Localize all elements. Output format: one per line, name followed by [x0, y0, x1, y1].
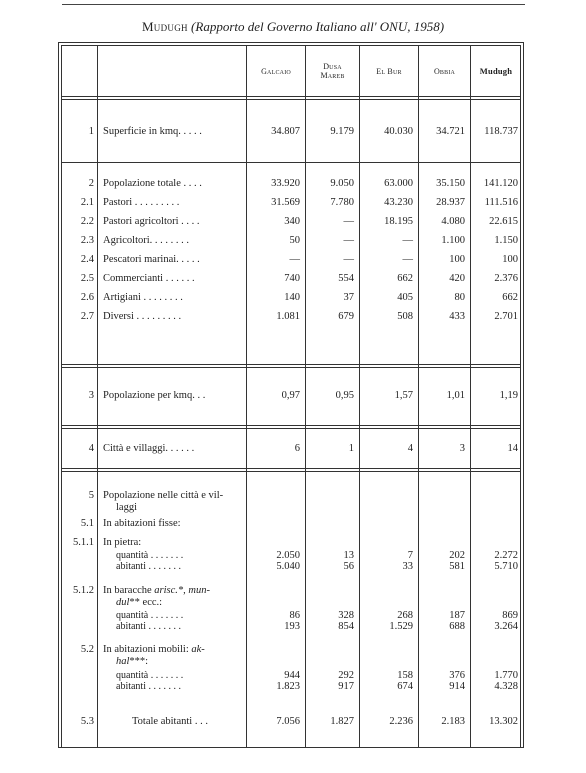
- table-cell: 33.920: [271, 178, 300, 189]
- table-cell: 22.615: [489, 216, 518, 227]
- row-label: Pastori agricoltori . . . .: [103, 216, 200, 227]
- table-cell: 340: [284, 216, 300, 227]
- table-cell: 118.737: [484, 126, 518, 137]
- sublabel-abitanti: abitanti . . . . . . .: [116, 621, 181, 632]
- table-cell: 869: [502, 610, 518, 621]
- table-cell: 34.721: [436, 126, 465, 137]
- table-cell: 7.780: [330, 197, 354, 208]
- table-cell: 1.100: [441, 235, 465, 246]
- table-cell: 1.081: [276, 311, 300, 322]
- table-cell: 40.030: [384, 126, 413, 137]
- row-num: 2.6: [80, 292, 94, 303]
- table-cell: 158: [397, 670, 413, 681]
- table-cell: 554: [338, 273, 354, 284]
- table-cell: 37: [343, 292, 354, 303]
- table-cell: 28.937: [436, 197, 465, 208]
- table-cell: 2.050: [276, 550, 300, 561]
- table-cell: 688: [449, 621, 465, 632]
- table-cell: 1,01: [446, 390, 465, 401]
- row-label-5-1-1: In pietra:: [103, 537, 142, 548]
- sublabel-quantita: quantità . . . . . . .: [116, 550, 184, 561]
- col-header-obbia: Obbia: [433, 67, 456, 76]
- row-num-5-3: 5.3: [80, 716, 94, 727]
- table-cell: 3: [459, 443, 465, 454]
- table-cell: 674: [397, 681, 413, 692]
- table-cell: 662: [502, 292, 518, 303]
- sublabel-quantita: quantità . . . . . . .: [116, 610, 184, 621]
- table-cell: 4.080: [441, 216, 465, 227]
- row-num: 1: [88, 126, 94, 137]
- row-label-5-1-2a: In baracche arisc.*, mun-: [103, 585, 211, 596]
- row-label-5-1-2b: dul** ecc.:: [116, 597, 163, 608]
- row-label: Superficie in kmq. . . . .: [103, 126, 202, 137]
- section-rule-2b: [61, 367, 521, 368]
- table-cell: —: [402, 235, 413, 246]
- row-num: 3: [88, 390, 94, 401]
- table-cell: 35.150: [436, 178, 465, 189]
- table-cell: 376: [449, 670, 465, 681]
- top-rule: [62, 4, 525, 5]
- table-cell: —: [343, 254, 354, 265]
- row-label: Diversi . . . . . . . . .: [103, 311, 182, 322]
- table-cell: 6: [294, 443, 300, 454]
- table-cell: 34.807: [271, 126, 300, 137]
- row-label: Popolazione per kmq. . .: [103, 390, 206, 401]
- section-rule-1: [61, 162, 521, 163]
- table-cell: 13.302: [489, 716, 518, 727]
- table-cell: 187: [449, 610, 465, 621]
- table-cell: 581: [449, 561, 465, 572]
- sublabel-abitanti: abitanti . . . . . . .: [116, 681, 181, 692]
- sublabel-quantita: quantità . . . . . . .: [116, 670, 184, 681]
- header-rule: [61, 96, 521, 97]
- table-cell: 14: [507, 443, 518, 454]
- table-cell: 1.150: [494, 235, 518, 246]
- table-cell: 63.000: [384, 178, 413, 189]
- table-cell: 193: [284, 621, 300, 632]
- row-num: 2.3: [80, 235, 94, 246]
- table-cell: 100: [449, 254, 465, 265]
- table-cell: 1.770: [494, 670, 518, 681]
- table-cell: 1,19: [499, 390, 518, 401]
- col-header-el-bur: El Bur: [376, 67, 402, 76]
- table-cell: 43.230: [384, 197, 413, 208]
- table-cell: 86: [289, 610, 300, 621]
- row-label: Agricoltori. . . . . . . .: [103, 235, 190, 246]
- table-cell: 31.569: [271, 197, 300, 208]
- row-num: 2.2: [80, 216, 94, 227]
- table-cell: 56: [343, 561, 354, 572]
- col-header-mudugh: Mudugh: [479, 66, 513, 76]
- table-cell: 740: [284, 273, 300, 284]
- table-cell: 9.179: [330, 126, 354, 137]
- section-rule-3: [61, 425, 521, 426]
- section-rule-3b: [61, 428, 521, 429]
- table-cell: 9.050: [330, 178, 354, 189]
- col-header-dusa-mareb: Dusa Mareb: [320, 62, 345, 80]
- row-label-5a: Popolazione nelle città e vil-: [103, 490, 224, 501]
- table-cell: 0,97: [281, 390, 300, 401]
- section-rule-4: [61, 468, 521, 469]
- table-cell: 1,57: [394, 390, 413, 401]
- row-num-5-1-2: 5.1.2: [73, 585, 94, 596]
- row-num-5-1-1: 5.1.1: [73, 537, 94, 548]
- row-num: 2.5: [80, 273, 94, 284]
- table-cell: 7.056: [276, 716, 300, 727]
- col-header-galcaio: Galcaio: [261, 67, 291, 76]
- table-cell: 100: [502, 254, 518, 265]
- table-cell: 420: [449, 273, 465, 284]
- row-label-5-2a: In abitazioni mobili: ak-: [103, 644, 205, 655]
- row-num: 2.7: [80, 311, 94, 322]
- table-cell: 1: [348, 443, 354, 454]
- table-cell: 50: [289, 235, 300, 246]
- table-cell: 5.040: [276, 561, 300, 572]
- row-num: 2.4: [80, 254, 94, 265]
- col-line-num: [97, 45, 98, 748]
- row-label-5-3: Totale abitanti . . .: [132, 716, 208, 727]
- row-num: 2: [88, 178, 94, 189]
- row-num-5: 5: [88, 490, 94, 501]
- table-cell: 0,95: [335, 390, 354, 401]
- table-cell: 1.827: [330, 716, 354, 727]
- table-cell: 914: [449, 681, 465, 692]
- table-cell: 433: [449, 311, 465, 322]
- row-num-5-1: 5.1: [80, 518, 94, 529]
- table-cell: 1.529: [389, 621, 413, 632]
- row-label: Pastori . . . . . . . . .: [103, 197, 180, 208]
- table-cell: 917: [338, 681, 354, 692]
- row-label: Città e villaggi. . . . . .: [103, 443, 195, 454]
- table-cell: 202: [449, 550, 465, 561]
- table-cell: —: [402, 254, 413, 265]
- table-cell: 1.823: [276, 681, 300, 692]
- section-rule-4b: [61, 471, 521, 472]
- table-cell: 18.195: [384, 216, 413, 227]
- sublabel-abitanti: abitanti . . . . . . .: [116, 561, 181, 572]
- table-cell: 2.183: [441, 716, 465, 727]
- table-cell: 854: [338, 621, 354, 632]
- table-cell: —: [289, 254, 300, 265]
- row-num: 2.1: [80, 197, 94, 208]
- table-cell: 2.236: [389, 716, 413, 727]
- row-label-5b: laggi: [116, 502, 137, 513]
- table-cell: —: [343, 235, 354, 246]
- table-cell: 508: [397, 311, 413, 322]
- table-cell: 292: [338, 670, 354, 681]
- table-cell: 4.328: [494, 681, 518, 692]
- row-num: 4: [88, 443, 94, 454]
- table-cell: 141.120: [483, 178, 518, 189]
- section-rule-2: [61, 364, 521, 365]
- row-label: Pescatori marinai. . . . .: [103, 254, 200, 265]
- table-cell: 268: [397, 610, 413, 621]
- table-cell: —: [343, 216, 354, 227]
- table-cell: 33: [402, 561, 413, 572]
- row-label-5-1: In abitazioni fisse:: [103, 518, 181, 529]
- table-cell: 405: [397, 292, 413, 303]
- row-label: Artigiani . . . . . . . .: [103, 292, 183, 303]
- table-cell: 80: [454, 292, 465, 303]
- table-cell: 2.376: [494, 273, 518, 284]
- header-rule-2: [61, 99, 521, 100]
- table-cell: 328: [338, 610, 354, 621]
- table-cell: 3.264: [494, 621, 518, 632]
- table-cell: 7: [407, 550, 413, 561]
- table-cell: 5.710: [494, 561, 518, 572]
- table-cell: 140: [284, 292, 300, 303]
- row-label: Popolazione totale . . . .: [103, 178, 202, 189]
- row-label: Commercianti . . . . . .: [103, 273, 195, 284]
- table-cell: 2.272: [494, 550, 518, 561]
- row-num-5-2: 5.2: [80, 644, 94, 655]
- table-cell: 662: [397, 273, 413, 284]
- table-cell: 111.516: [484, 197, 518, 208]
- table-cell: 944: [284, 670, 300, 681]
- table-cell: 2.701: [494, 311, 518, 322]
- table-cell: 13: [343, 550, 354, 561]
- table-cell: 679: [338, 311, 354, 322]
- table-cell: 4: [407, 443, 413, 454]
- page-title: Mudugh (Rapporto del Governo Italiano all' ONU, 1958): [141, 19, 445, 34]
- row-label-5-2b: hal***:: [116, 656, 149, 667]
